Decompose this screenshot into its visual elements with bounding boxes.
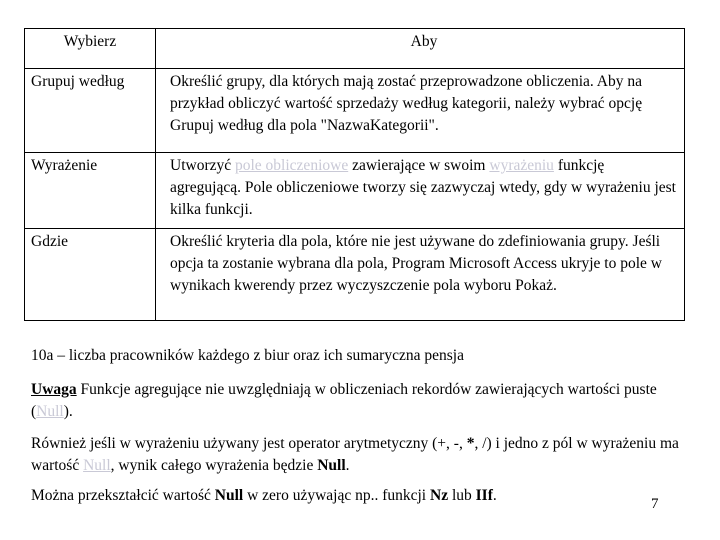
expression-link[interactable]: wyrażeniu: [489, 157, 554, 174]
row-label-expression: Wyrażenie: [25, 153, 156, 229]
row-desc-expression: [156, 153, 685, 229]
row-label-group-by: Grupuj według: [25, 69, 156, 153]
null-link[interactable]: Null: [83, 457, 111, 474]
text-segment: Funkcje agregujące nie uwzględniają w obliczeniach rekordów zawierających wartości puste (: [31, 381, 657, 420]
header-purpose: Aby: [156, 29, 685, 69]
row-desc-where: Określić kryteria dla pola, które nie jest używane do zdefiniowania grupy. Jeśli opcja ta zostanie wybrana dla pola, Program Microsoft Access ukryje to pole w wynikach kwerendy przez wyczyszczenie pola wyboru Pokaż.: [156, 229, 685, 321]
table-row: [25, 153, 685, 229]
header-choose: Wybierz: [25, 29, 156, 69]
operator-star: *: [466, 435, 475, 452]
text-segment: Również jeśli w wyrażeniu używany jest operator arytmetyczny (+, -,: [31, 435, 467, 452]
text-segment: Można przekształcić wartość: [31, 487, 215, 504]
text-segment: , /) i jedno z pól w wyrażeniu ma wartość: [31, 435, 679, 474]
text-segment: lub: [448, 487, 476, 504]
table-row: [25, 229, 685, 321]
table-row: [25, 69, 685, 153]
table-header-row: [25, 29, 685, 69]
text-segment: ).: [63, 403, 73, 420]
note-label: Uwaga: [31, 381, 77, 398]
arithmetic-null-paragraph: [31, 433, 691, 477]
text-segment: Utworzyć: [170, 157, 235, 174]
conversion-paragraph: [31, 485, 621, 507]
text-segment: w zero używając np.. funkcji: [243, 487, 430, 504]
nz-function: Nz: [430, 487, 449, 504]
text-segment: funkcję agregującą. Pole obliczeniowe tworzy się zazwyczaj wtedy, gdy w wyrażeniu jest kilka funkcji.: [170, 157, 676, 218]
note-paragraph: [31, 379, 691, 423]
page-number: 7: [651, 496, 659, 512]
text-segment: .: [492, 487, 497, 504]
text-segment: .: [345, 457, 350, 474]
row-label-where: Gdzie: [25, 229, 156, 321]
caption-10a: 10a – liczba pracowników każdego z biur oraz ich sumaryczna pensja: [31, 347, 464, 364]
text-segment: zawierające w swoim: [348, 157, 490, 174]
null-keyword: Null: [214, 487, 244, 504]
row-desc-group-by: Określić grupy, dla których mają zostać przeprowadzone obliczenia. Aby na przykład obliczyć wartość sprzedaży według kategorii, należy wybrać opcję Grupuj według dla pola "NazwaKategorii".: [156, 69, 685, 153]
iif-function: IIf: [475, 487, 493, 504]
calculated-field-link[interactable]: pole obliczeniowe: [235, 157, 349, 174]
null-link[interactable]: Null: [36, 403, 64, 420]
aggregation-options-table: [24, 28, 685, 321]
text-segment: , wynik całego wyrażenia będzie: [110, 457, 318, 474]
null-keyword: Null: [317, 457, 346, 474]
